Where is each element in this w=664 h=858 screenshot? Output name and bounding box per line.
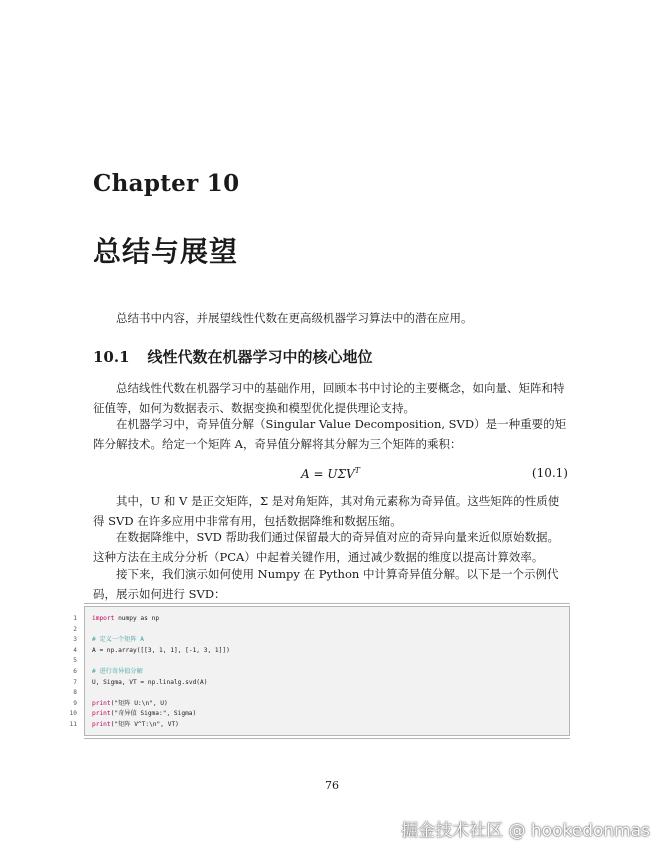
page-number: 76: [325, 779, 339, 792]
paragraph-1: 总结线性代数在机器学习中的基础作用，回顾本书中讨论的主要概念，如向量、矩阵和特征值等，如何为数据表示、数据变换和模型优化提供理论支持。: [93, 381, 565, 415]
intro-paragraph: 总结书中内容，并展望线性代数在更高级机器学习算法中的潜在应用。: [116, 311, 473, 325]
paragraph-4: 在数据降维中，SVD 帮助我们通过保留最大的奇异值对应的奇异向量来近似原始数据。这种方法在主成分分析（PCA）中起着关键作用，通过减少数据的维度以提高计算效率。: [93, 530, 560, 564]
code-text: print("奇异值 Sigma:", Sigma): [92, 710, 197, 718]
line-number: 7: [73, 678, 77, 686]
line-number: 6: [73, 668, 77, 675]
code-text: import numpy as np: [92, 615, 160, 622]
line-number: 2: [73, 625, 77, 633]
line-number: 9: [73, 699, 77, 707]
line-number: 5: [73, 657, 77, 665]
line-number: 10: [69, 710, 77, 718]
line-number: 8: [73, 689, 77, 697]
paragraph-3: 其中，U 和 V 是正交矩阵，Σ 是对角矩阵，其对角元素称为奇异值。这些矩阵的性质使得 SVD 在许多应用中非常有用，包括数据降维和数据压缩。: [93, 494, 560, 528]
paragraph-5: 接下来，我们演示如何使用 Numpy 在 Python 中计算奇异值分解。以下是一个示例代码，展示如何进行 SVD：: [93, 567, 559, 601]
paragraph-2: 在机器学习中，奇异值分解（Singular Value Decomposition, SVD）是一种重要的矩阵分解技术。给定一个矩阵 A，奇异值分解将其分解为三个矩阵的乘积：: [93, 417, 567, 451]
code-text: print("矩阵 V^T:\n", VT): [92, 721, 179, 728]
code-text: A = np.array([[3, 1, 1], [-1, 3, 1]]): [92, 646, 230, 654]
equation-number: (10.1): [531, 466, 568, 480]
code-text: # 定义一个矩阵 A: [92, 636, 145, 644]
line-number: 4: [73, 646, 77, 654]
line-number: 3: [73, 636, 77, 644]
line-number: 11: [69, 721, 77, 728]
code-text: # 进行奇异值分解: [92, 668, 143, 675]
code-block: [69, 606, 570, 736]
line-number: 1: [73, 615, 77, 622]
chapter-label: Chapter 10: [93, 170, 240, 197]
section-number: 10.1: [93, 348, 130, 366]
code-text: print("矩阵 U:\n", U): [92, 699, 168, 707]
chapter-title: 总结与展望: [93, 235, 239, 268]
watermark: 掘金技术社区 @ hookedonmas: [401, 821, 650, 841]
equation-formula: $A = U\Sigma V^T$: [301, 466, 360, 481]
code-text: U, Sigma, VT = np.linalg.svd(A): [92, 678, 208, 686]
section-title: 线性代数在机器学习中的核心地位: [147, 348, 373, 366]
section-heading: [93, 346, 373, 367]
svd-equation: [93, 466, 568, 486]
